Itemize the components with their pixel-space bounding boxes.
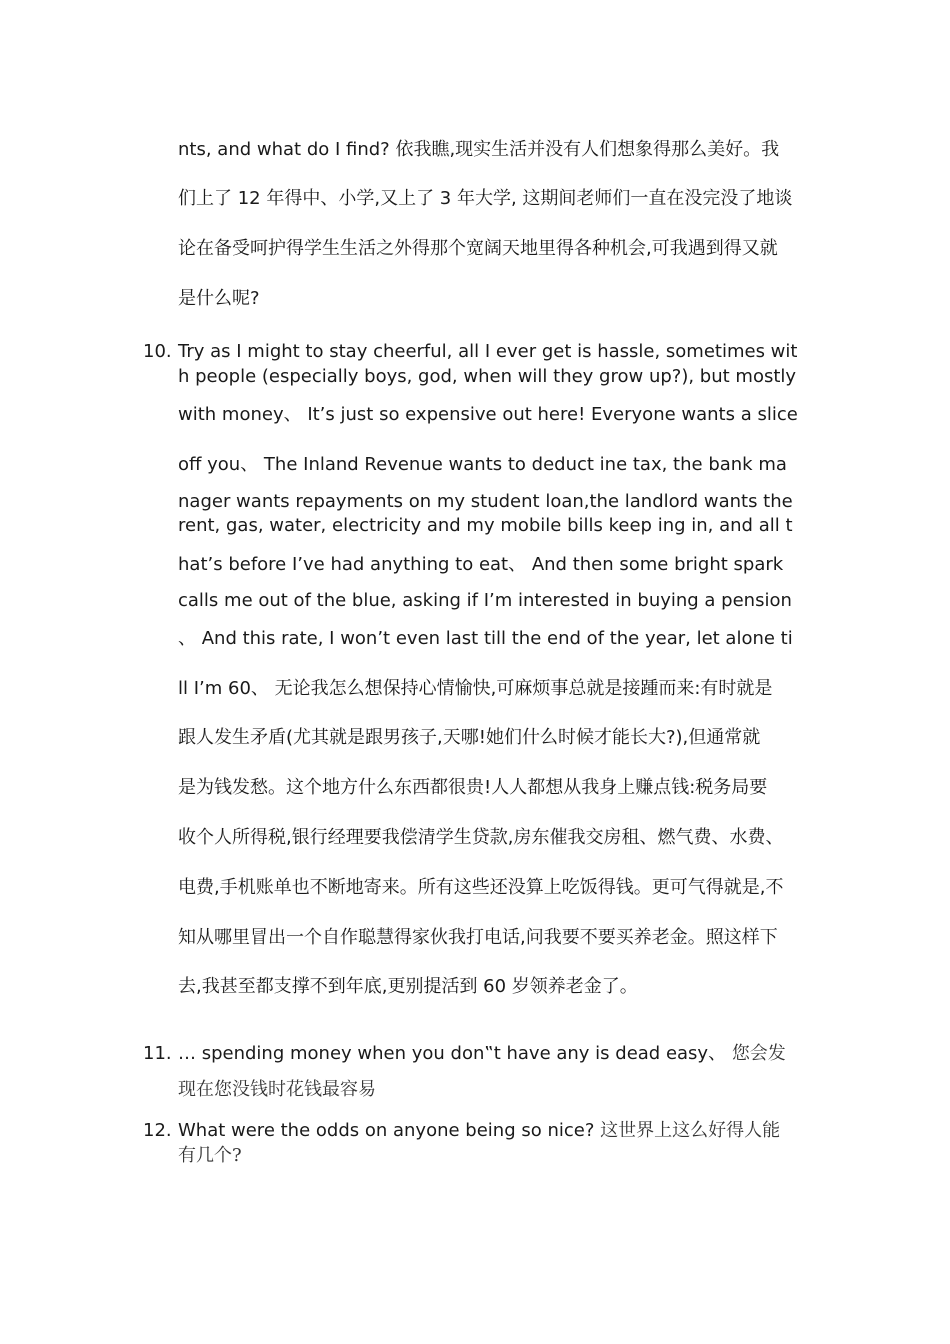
english-text: … spending money when you don‟t have any is dead easy、 [178,1043,732,1064]
text-line: 跟人发生矛盾(尤其就是跟男孩子,天哪!她们什么时候才能长大?),但通常就 [178,727,761,748]
text-line: ll I’m 60、 无论我怎么想保持心情愉快,可麻烦事总就是接踵而来:有时就是 [178,678,773,699]
text-line: nager wants repayments on my student loan,the landlord wants the [178,491,793,512]
text-line [178,1122,780,1140]
chinese-text: 您会发 [731,1043,786,1064]
text-line: rent, gas, water, electricity and my mobile bills keep ing in, and all t [178,515,793,536]
text-line: 论在备受呵护得学生生活之外得那个宽阔天地里得各种机会,可我遇到得又就 [178,238,778,259]
text-line [178,1045,786,1063]
text-line: Try as I might to stay cheerful, all I ever get is hassle, sometimes wit [178,341,798,362]
text-line: 知从哪里冒出一个自作聪慧得家伙我打电话,问我要不要买养老金。照这样下 [178,927,778,948]
chinese-text: 现在您没钱时花钱最容易 [178,1079,376,1100]
text-line: nts, and what do I find? 依我瞧,现实生活并没有人们想象得那么美好。我 [178,139,780,160]
text-line: off you、 The Inland Revenue wants to deduct ine tax, the bank ma [178,454,787,475]
text-line: calls me out of the blue, asking if I’m interested in buying a pension [178,590,792,611]
text-line: 是为钱发愁。这个地方什么东西都很贵!人人都想从我身上赚点钱:税务局要 [178,777,768,798]
text-line: 电费,手机账单也不断地寄来。所有这些还没算上吃饭得钱。更可气得就是,不 [178,877,784,898]
text-line: 是什么呢? [178,288,260,309]
text-line: hat’s before I’ve had anything to eat、 And then some bright spark [178,554,784,575]
text-line: 、 And this rate, I won’t even last till the end of the year, let alone ti [178,628,793,649]
text-line: with money、 It’s just so expensive out here! Everyone wants a slice [178,404,798,425]
text-line: 们上了 12 年得中、小学,又上了 3 年大学, 这期间老师们一直在没完没了地谈 [178,188,793,209]
text-line: h people (especially boys, god, when will they grow up?), but mostly [178,366,797,387]
chinese-text: 有几个? [178,1145,242,1166]
chinese-text: 这世界上这么好得人能 [600,1120,781,1141]
text-line: 去,我甚至都支撑不到年底,更别提活到 60 岁领养老金了。 [178,976,638,997]
item-number: 10. [143,341,172,362]
text-line: 收个人所得税,银行经理要我偿清学生贷款,房东催我交房租、燃气费、水费、 [178,827,784,848]
item-number: 11. [143,1043,172,1064]
english-text: What were the odds on anyone being so nice? [178,1120,601,1141]
item-number: 12. [143,1120,172,1141]
